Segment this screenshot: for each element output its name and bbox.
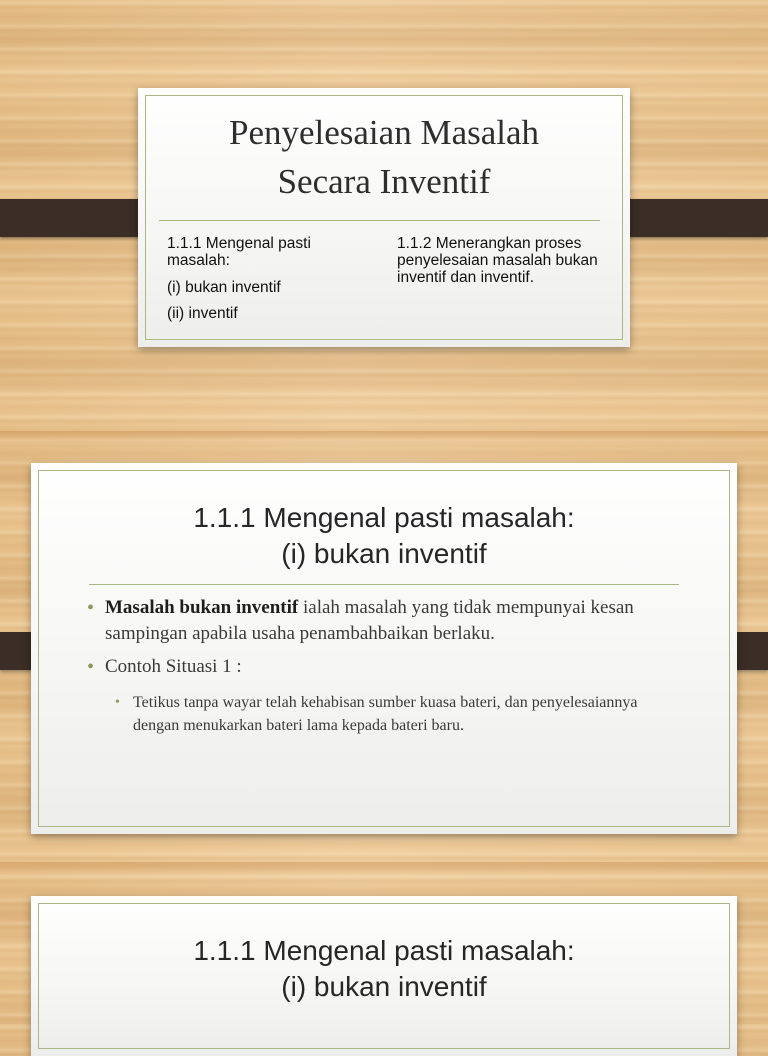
slide-title-card[interactable] [138, 88, 630, 347]
wood-band [0, 431, 768, 445]
strap-right-1 [613, 199, 768, 237]
slide-heading-line2: (i) bukan inventif [281, 971, 487, 1002]
slide-content-card[interactable] [31, 463, 737, 834]
bullet-definition [87, 595, 687, 647]
slide-content-card-next[interactable] [31, 896, 737, 1056]
bullet-example [87, 654, 687, 680]
objective-left [167, 235, 367, 331]
bullet-icon: • [87, 656, 95, 678]
slide-title-line1: Penyelesaian Masalah [228, 113, 540, 152]
objective-left-item2: (ii) inventif [167, 305, 238, 322]
title-divider [159, 220, 600, 221]
heading-divider [89, 584, 679, 585]
bullet-example-text: Contoh Situasi 1 : [105, 656, 242, 677]
objective-right [397, 235, 612, 295]
slide-heading-line2: (i) bukan inventif [281, 538, 487, 569]
bullet-icon: • [87, 597, 95, 619]
objective-left-item1: (i) bukan inventif [167, 279, 281, 296]
subbullet-situation-text: Tetikus tanpa wayar telah kehabisan sumber kuasa bateri, dan penyelesaiannya dengan menukarkan bateri lama kepada bateri baru. [133, 694, 638, 734]
slide-body [87, 595, 687, 737]
objective-left-heading: 1.1.1 Mengenal pasti masalah: [167, 235, 311, 269]
slide-title-line2: Secara Inventif [277, 162, 491, 201]
slide-heading [31, 933, 737, 1005]
strap-left-1 [0, 199, 156, 237]
wood-band [0, 862, 768, 876]
slide-title [138, 108, 630, 206]
objective-right-text: 1.1.2 Menerangkan proses penyelesaian masalah bukan inventif dan inventif. [397, 235, 598, 286]
slide-heading-line1: 1.1.1 Mengenal pasti masalah: [193, 935, 575, 966]
slide-heading-line1: 1.1.1 Mengenal pasti masalah: [193, 502, 575, 533]
bullet-definition-text: ialah masalah yang tidak mempunyai kesan sampingan apabila usaha penambahbaikan berlaku. [105, 597, 634, 644]
subbullet-icon: • [115, 695, 120, 710]
subbullet-situation [115, 692, 687, 737]
bullet-bold-term: Masalah bukan inventif [105, 597, 299, 618]
slide-heading [31, 500, 737, 572]
